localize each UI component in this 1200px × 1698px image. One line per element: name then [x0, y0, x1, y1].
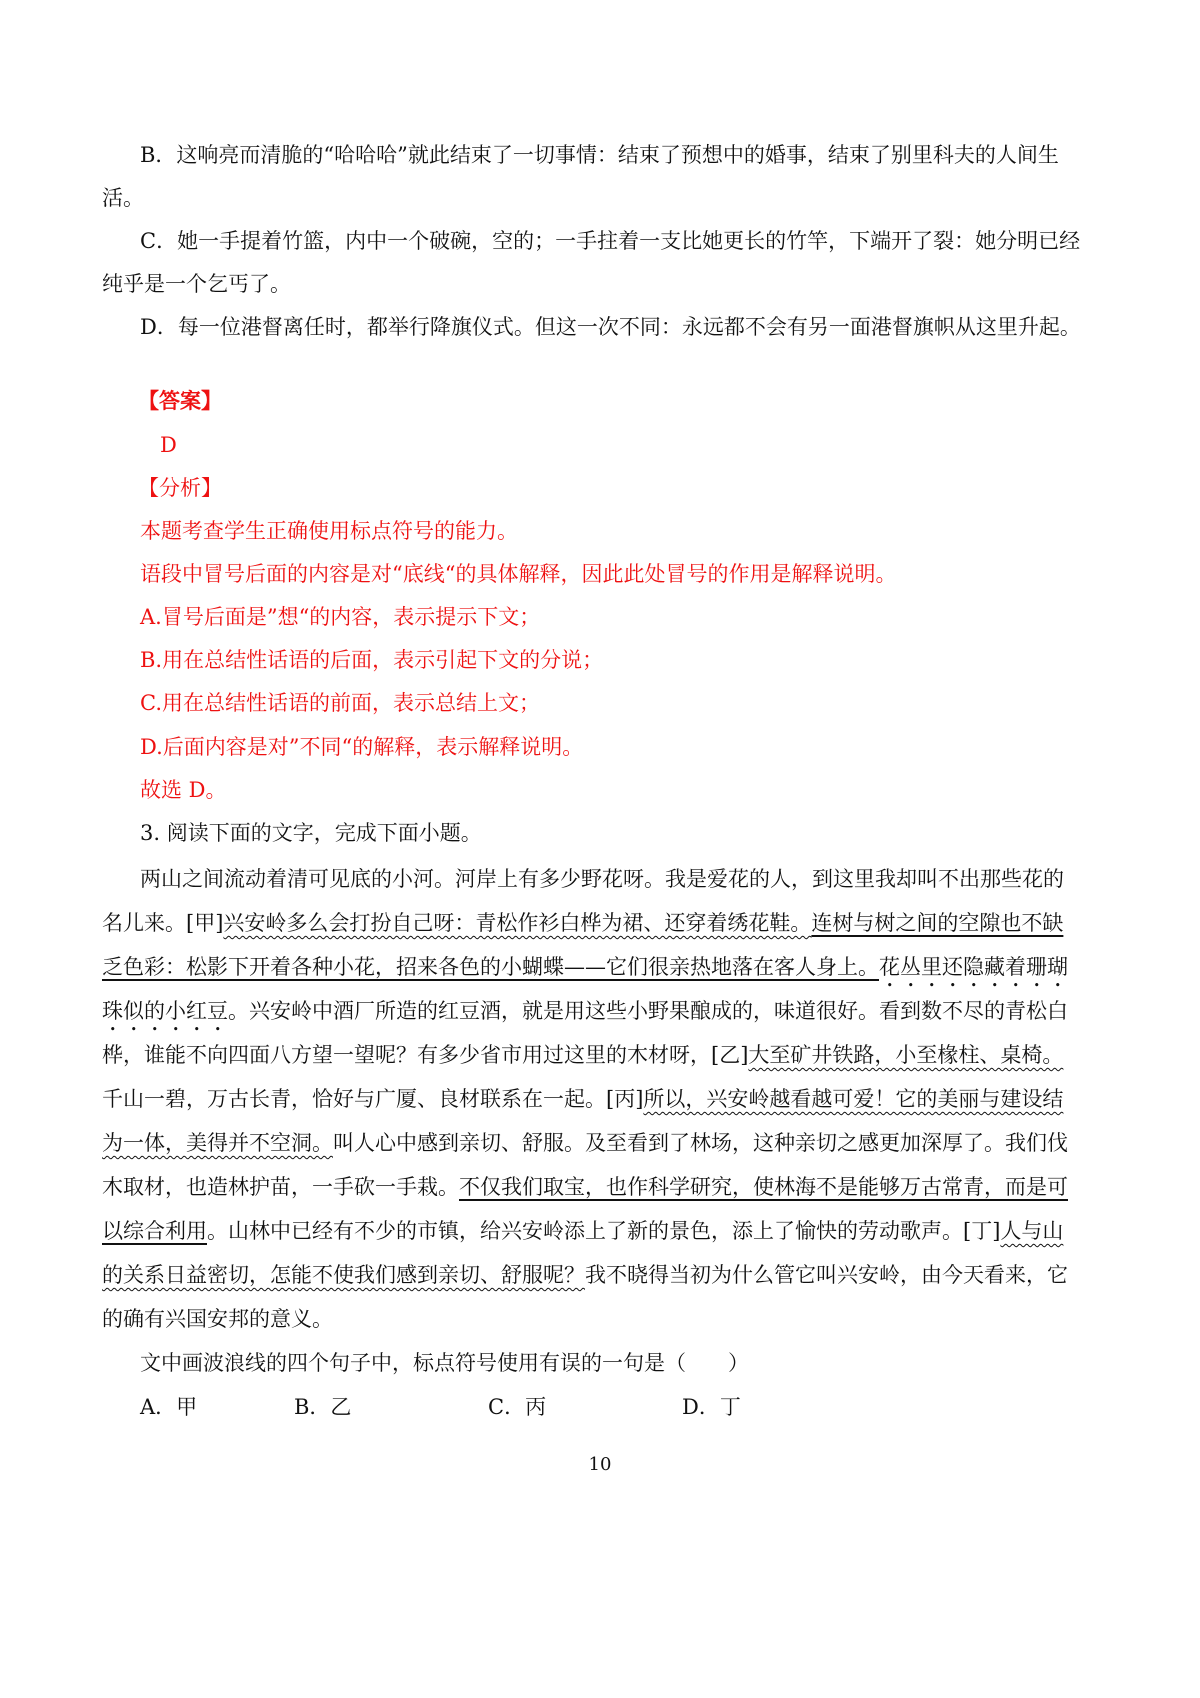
analysis-heading: 【分析】 — [138, 476, 222, 500]
option-d: D．每一位港督离任时，都举行降旗仪式。但这一次不同：永远都不会有另一面港督旗帜从这里升起。 — [140, 315, 1081, 339]
underlined-sentence-1: 连树与树之间的空隙也不缺 — [811, 911, 1064, 935]
choice-c: C．丙 — [488, 1395, 547, 1419]
analysis-line-1: 本题考查学生正确使用标点符号的能力。 — [140, 519, 518, 543]
passage-line-8 — [102, 1172, 1068, 1202]
passage-line-4 — [102, 996, 1068, 1036]
underlined-sentence-1-cont: 乏色彩：松影下开着各种小花，招来各色的小蝴蝶——它们很亲热地落在客人身上。 — [102, 955, 879, 979]
answer-value: D — [160, 433, 177, 457]
passage-line-9 — [102, 1216, 1063, 1246]
wavy-sentence-ding: 人与山 — [1000, 1219, 1064, 1243]
question-3-title: 3. 阅读下面的文字，完成下面小题。 — [140, 821, 482, 845]
option-b-line1: B．这响亮而清脆的“哈哈哈”就此结束了一切事情：结束了预想中的婚事，结束了别里科夫的人间生 — [140, 143, 1059, 167]
answer-heading: 【答案】 — [138, 388, 222, 413]
dotted-phrase-1-cont: 珠似的小红豆 — [102, 999, 228, 1023]
wavy-sentence-jia: 兴安岭多么会打扮自己呀：青松作衫白桦为裙、还穿着绣花鞋。 — [223, 911, 812, 935]
passage-line-2-start: 名儿来。[甲] — [102, 911, 224, 935]
passage-line-7-rest: 叫人心中感到亲切、舒服。及至看到了林场，这种亲切之感更加深厚了。我们伐 — [333, 1131, 1068, 1155]
passage-line-7 — [102, 1128, 1068, 1158]
choice-b: B．乙 — [294, 1395, 352, 1419]
option-c-line2: 纯乎是一个乞丐了。 — [102, 272, 291, 296]
analysis-line-3: A.冒号后面是”想“的内容，表示提示下文； — [140, 605, 541, 629]
passage-line-11: 的确有兴国安邦的意义。 — [102, 1307, 333, 1331]
passage-line-6-start: 千山一碧，万古长青，恰好与广厦、良材联系在一起。[丙] — [102, 1087, 644, 1111]
option-c-line1: C．她一手提着竹篮，内中一个破碗，空的；一手拄着一支比她更长的竹竿，下端开了裂：她分明已经 — [140, 229, 1081, 253]
passage-line-3 — [102, 952, 1068, 992]
analysis-line-5: C.用在总结性话语的前面，表示总结上文； — [140, 691, 540, 715]
wavy-sentence-bing: 所以，兴安岭越看越可爱！它的美丽与建设结 — [643, 1087, 1064, 1111]
question-prompt: 文中画波浪线的四个句子中，标点符号使用有误的一句是（ ） — [140, 1351, 749, 1375]
passage-line-5 — [102, 1040, 1063, 1070]
dotted-phrase-1: 花丛里还隐藏着珊瑚 — [879, 955, 1068, 979]
analysis-conclusion: 故选 D。 — [140, 778, 227, 802]
passage-line-9-mid: 。山林中已经有不少的市镇，给兴安岭添上了新的景色，添上了愉快的劳动歌声。[丁] — [207, 1219, 1001, 1243]
underlined-sentence-2-cont: 以综合利用 — [102, 1219, 207, 1243]
underlined-sentence-2: 不仅我们取宝，也作科学研究，使林海不是能够万古常青，而是可 — [459, 1175, 1068, 1199]
analysis-line-4: B.用在总结性话语的后面，表示引起下文的分说； — [140, 648, 604, 672]
passage-line-10-rest: 我不晓得当初为什么管它叫兴安岭，由今天看来，它 — [585, 1263, 1068, 1287]
passage-line-8-start: 木取材，也造林护苗，一手砍一手栽。 — [102, 1175, 459, 1199]
passage-line-5-start: 桦，谁能不向四面八方望一望呢？有多少省市用过这里的木材呀，[乙] — [102, 1043, 749, 1067]
passage-line-10 — [102, 1260, 1068, 1290]
wavy-sentence-bing-cont: 为一体，美得并不空洞。 — [102, 1131, 333, 1155]
wavy-sentence-ding-cont: 的关系日益密切，怎能不使我们感到亲切、舒服呢？ — [102, 1263, 585, 1287]
passage-line-1: 两山之间流动着清可见底的小河。河岸上有多少野花呀。我是爱花的人，到这里我却叫不出那些花的 — [140, 867, 1064, 891]
option-b-line2: 活。 — [102, 186, 144, 210]
wavy-sentence-yi: 大至矿井铁路，小至椽柱、桌椅。 — [748, 1043, 1064, 1067]
passage-line-2 — [102, 908, 1063, 938]
choice-a: A．甲 — [140, 1395, 198, 1419]
analysis-line-2: 语段中冒号后面的内容是对“底线“的具体解释，因此此处冒号的作用是解释说明。 — [140, 562, 897, 586]
page-number: 10 — [588, 1454, 612, 1475]
analysis-line-6: D.后面内容是对”不同“的解释，表示解释说明。 — [140, 735, 584, 759]
passage-line-4-rest: 。兴安岭中酒厂所造的红豆酒，就是用这些小野果酿成的，味道很好。看到数不尽的青松白 — [228, 999, 1068, 1023]
choice-d: D．丁 — [682, 1395, 741, 1419]
passage-line-6 — [102, 1084, 1063, 1114]
